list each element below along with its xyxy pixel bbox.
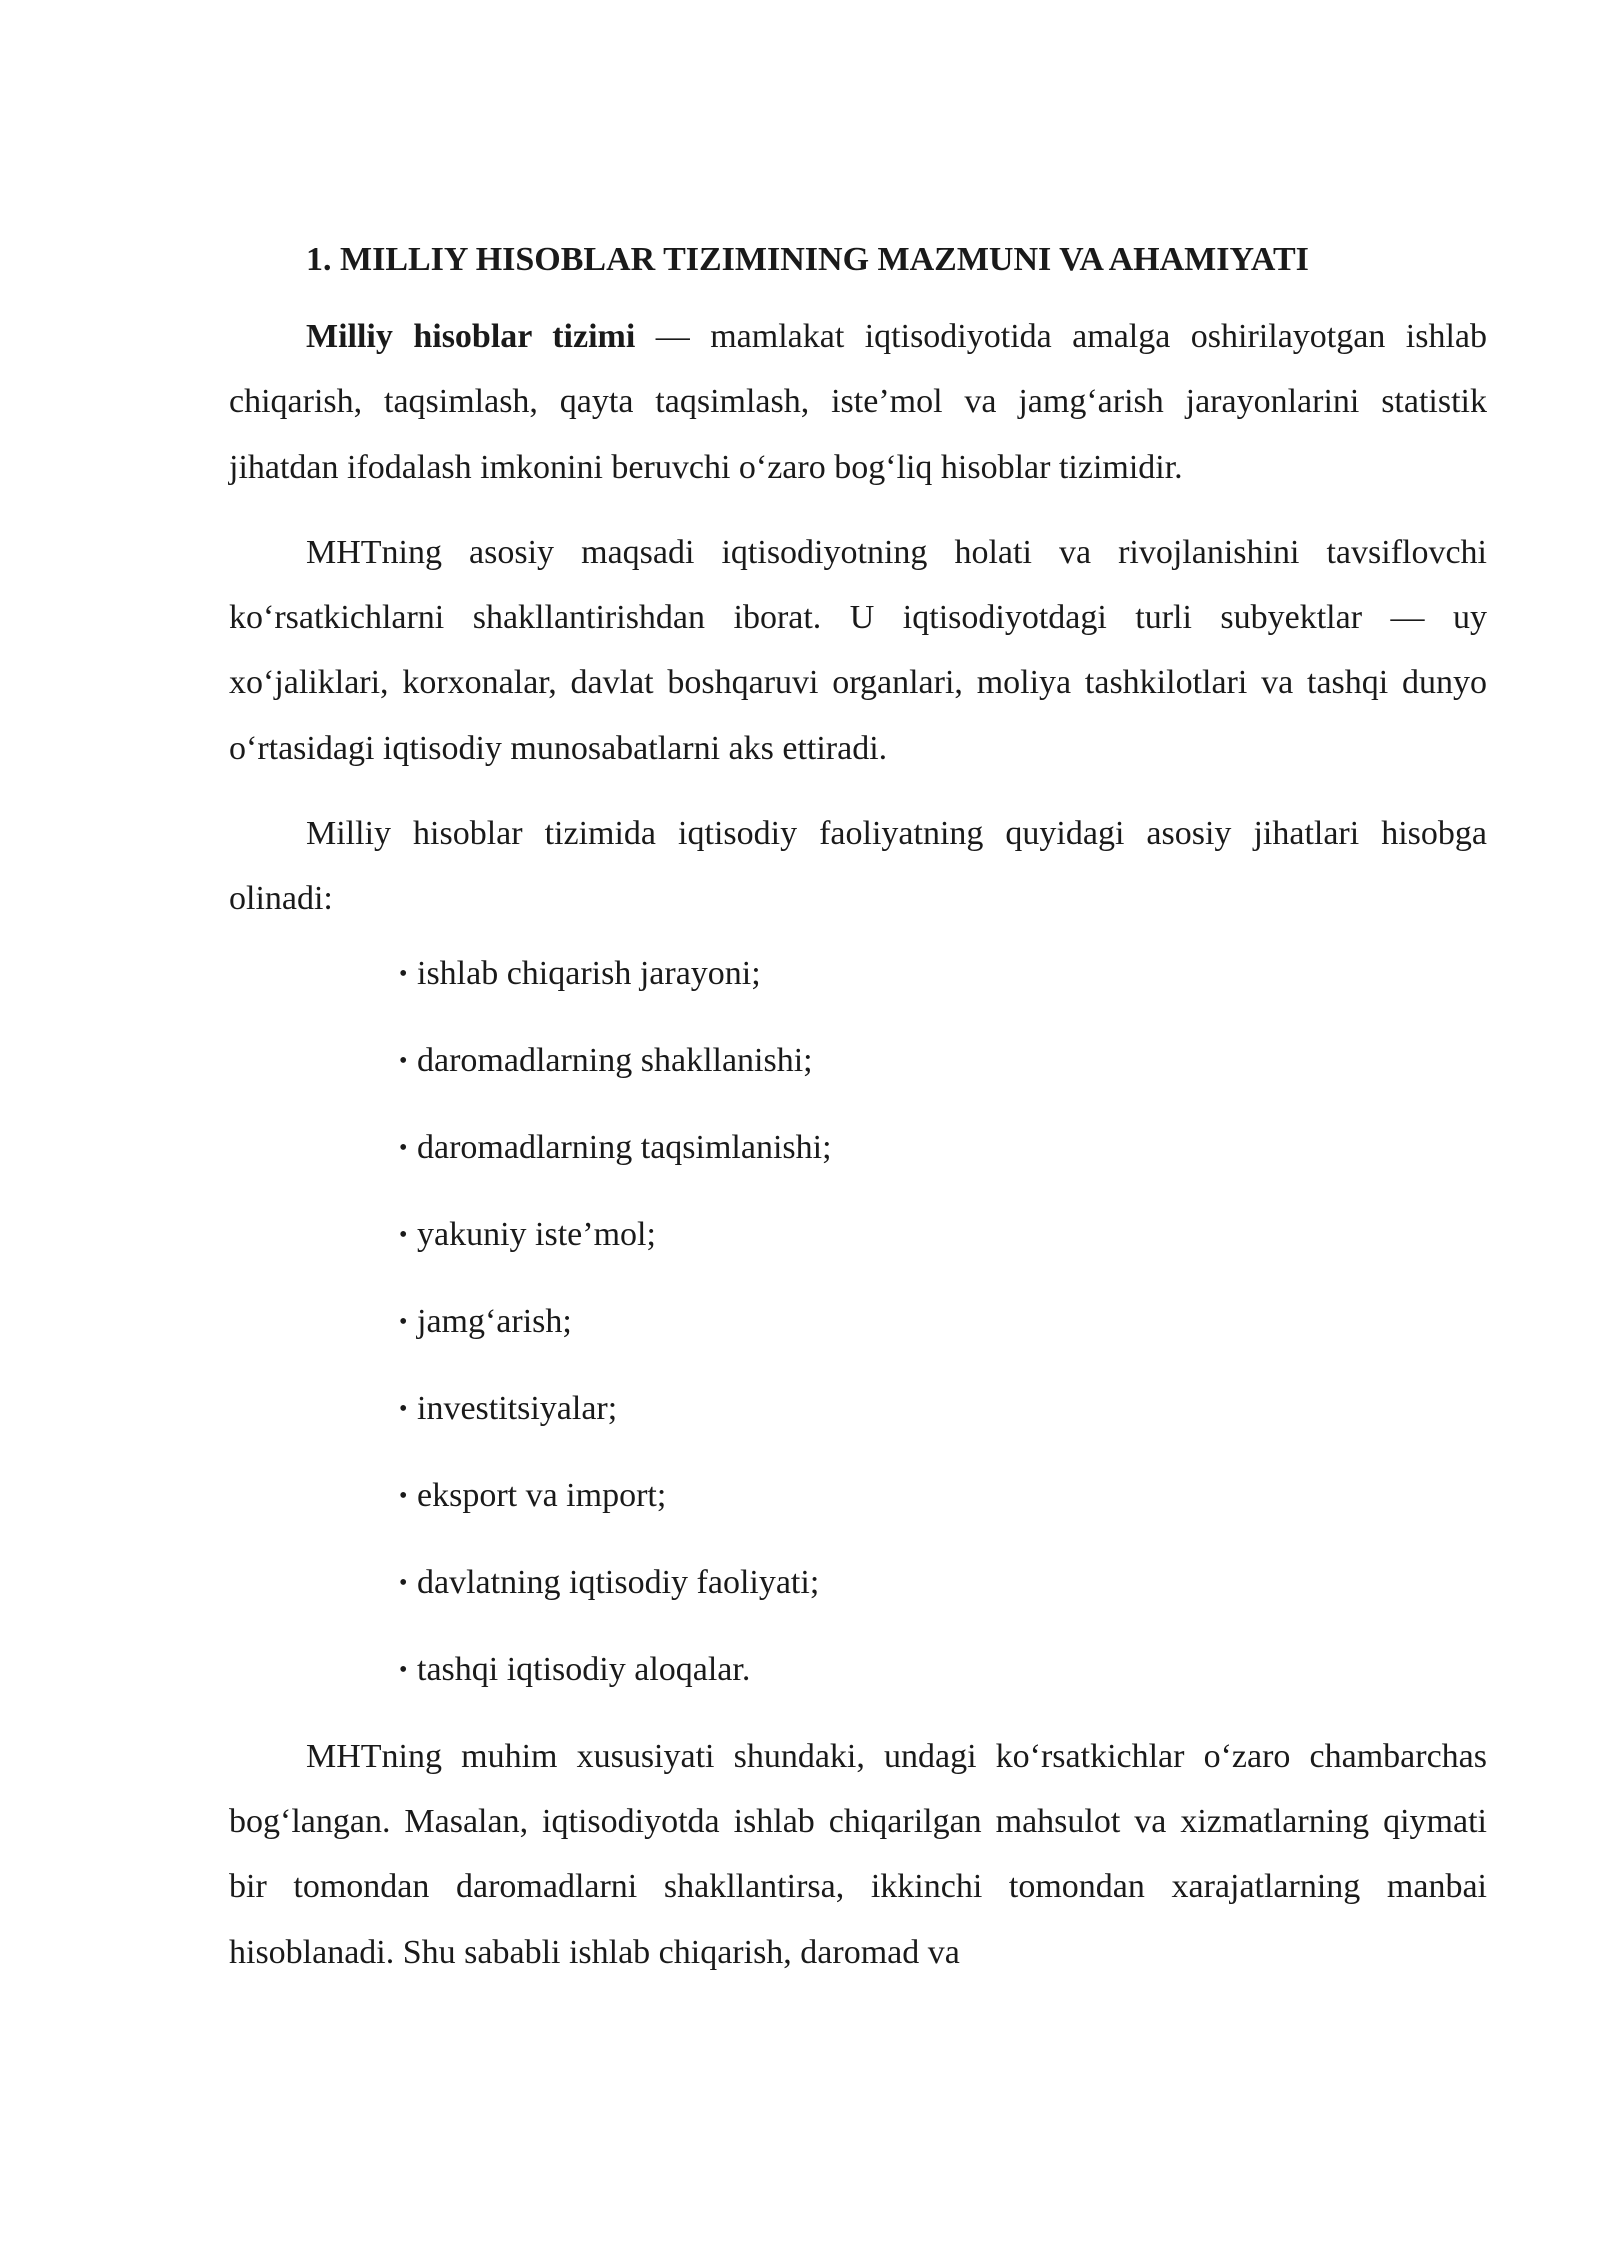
list-item [399, 952, 1487, 996]
list-item [399, 1039, 1487, 1083]
paragraph-interrelation: MHTning muhim xususiyati shundaki, undagi ko‘rsatkichlar o‘zaro chambarchas bog‘langan. Masalan, iqtisodiyotda ishlab chiqarilgan mahsulot va xizmatlarning qiymati bir tomondan daromadlarni shakllantirsa, ikkinchi tomondan xarajatlarning manbai hisoblanadi. Shu sababli ishlab chiqarish, daromad va [229, 1737, 1487, 1971]
document-page [229, 236, 1487, 1985]
list-item [399, 1300, 1487, 1344]
list-item-text: daromadlarning shakllanishi; [417, 1041, 813, 1079]
bullet-icon: • [399, 960, 408, 987]
paragraph-definition [229, 304, 1487, 500]
list-item-text: davlatning iqtisodiy faoliyati; [417, 1563, 820, 1601]
list-item-text: jamg‘arish; [417, 1302, 572, 1340]
list-item [399, 1561, 1487, 1605]
bullet-icon: • [399, 1569, 408, 1596]
bullet-icon: • [399, 1482, 408, 1509]
bullet-icon: • [399, 1308, 408, 1335]
list-item [399, 1126, 1487, 1170]
aspects-list [229, 952, 1487, 1692]
section-heading: 1. MILLIY HISOBLAR TIZIMINING MAZMUNI VA AHAMIYATI [306, 241, 1309, 278]
bullet-icon: • [399, 1656, 408, 1683]
paragraph-aspects-intro: Milliy hisoblar tizimida iqtisodiy faoliyatning quyidagi asosiy jihatlari hisobga olinadi: [229, 815, 1487, 918]
list-item-text: daromadlarning taqsimlanishi; [417, 1128, 832, 1166]
paragraph-purpose: MHTning asosiy maqsadi iqtisodiyotning holati va rivojlanishini tavsiflovchi ko‘rsatkichlarni shakllantirishdan iborat. U iqtisodiyotdagi turli subyektlar — uy xo‘jaliklari, korxonalar, davlat boshqaruvi organlari, moliya tashkilotlari va tashqi dunyo o‘rtasidagi iqtisodiy munosabatlarni aks ettiradi. [229, 533, 1487, 767]
list-item-text: eksport va import; [417, 1476, 667, 1514]
list-item-text: ishlab chiqarish jarayoni; [417, 954, 761, 992]
defined-term: Milliy hisoblar tizimi [306, 318, 636, 355]
list-item-text: investitsiyalar; [417, 1389, 618, 1427]
list-item [399, 1648, 1487, 1692]
list-item [399, 1387, 1487, 1431]
list-item [399, 1213, 1487, 1257]
list-item-text: yakuniy iste’mol; [417, 1215, 656, 1253]
bullet-icon: • [399, 1221, 408, 1248]
list-item [399, 1474, 1487, 1518]
bullet-icon: • [399, 1047, 408, 1074]
definition-text: — mamlakat iqtisodiyotida amalga oshirilayotgan ishlab chiqarish, taqsimlash, qayta taqsimlash, iste’mol va jamg‘arish jarayonlarini statistik jihatdan ifodalash imkonini beruvchi o‘zaro bog‘liq hisoblar tizimidir. [229, 318, 1487, 486]
bullet-icon: • [399, 1134, 408, 1161]
list-item-text: tashqi iqtisodiy aloqalar. [417, 1650, 751, 1688]
bullet-icon: • [399, 1395, 408, 1422]
